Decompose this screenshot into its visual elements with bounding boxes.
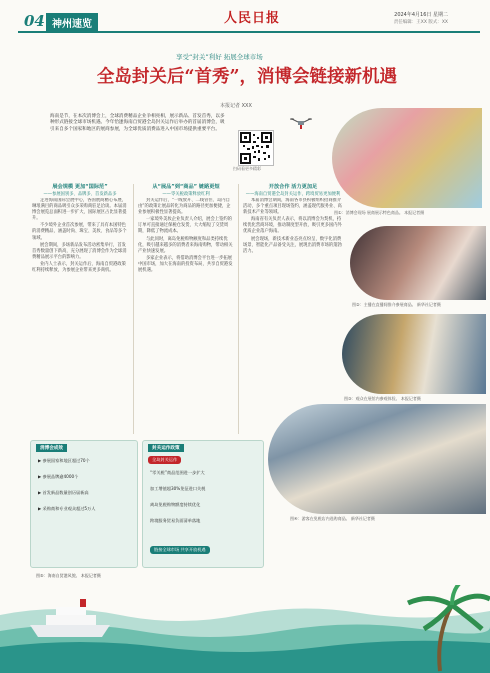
- photo-duty-free-shop: [268, 404, 486, 514]
- column-2-body: [138, 198, 234, 436]
- infographic-left-item: ▶ 首发新品数量创历届新高: [38, 490, 89, 495]
- qr-caption: 扫码看更多精彩: [233, 166, 261, 171]
- photo-expo-booth: [332, 108, 482, 208]
- column-1-paragraph: 不少境外企业首次参展，带来了具有本国特色的消费精品，涵盖时尚、珠宝、美妆、食品等多个领域。: [32, 223, 127, 241]
- column-divider: [238, 184, 239, 434]
- column-1-paragraph: 走进海南国际会展中心，各国展商精心布展，琳琅满目的商品吸引众多采购商驻足洽谈。本届消博会展览总面积进一步扩大，国际展区占比显著提升。: [32, 198, 127, 222]
- column-3-subtitle: ——海南自贸港全岛封关运作，跨境贸易更加便利: [245, 192, 341, 197]
- slogan-badge: 链接全球市场 共享开放机遇: [150, 546, 210, 554]
- column-2-title: 从“展品”到“商品” 链路更短: [152, 184, 220, 190]
- photo-caption-3: 图③：观众在展馆内参观体验。 本报记者摄: [344, 396, 421, 401]
- article-subhead: 享受“封关”利好 拓展全球市场: [176, 53, 263, 61]
- column-3-title: 开放合作 活力更加足: [268, 184, 318, 190]
- column-2-paragraph: 与此同时，离岛免税购物额度和品类持续优化，吸引越来越多的消费者来海南购物，带动相关产业快速发展。: [138, 236, 233, 254]
- section-label: 神州速览: [46, 13, 98, 32]
- column-2-paragraph: 封关运作后，“一线放开、二线管住、岛内自由”的政策让展品转化为商品的路径更加便捷，企业参展积极性显著提高。: [138, 198, 231, 216]
- column-1-subtitle: ——参展国别多、品牌多、首发新品多: [43, 192, 117, 197]
- infographic-mid-item: 离岛免税购物额度持续优化: [150, 502, 201, 507]
- infographic-mid-item: 加工增值超30%免征进口关税: [150, 486, 206, 491]
- column-1-paragraph: 展会期间，多场新品发布活动密集举行，首发首秀数量创下新高，充分展现了消博会作为全球消费精品展示平台的影响力。: [32, 242, 127, 260]
- coast-illustration: [0, 585, 490, 673]
- date-line: 2024年4月16日 星期二: [394, 12, 448, 18]
- photo-livestream: [350, 226, 486, 300]
- column-2-paragraph: 一家境外美妆企业负责人介绍，展会上签约的订单可直接通过保税仓发货，大大缩短了交货周期，降低了物流成本。: [138, 217, 232, 235]
- infographic-left-header: 消博会成效: [36, 444, 67, 452]
- masthead-rule: [18, 31, 480, 33]
- masthead: [6, 5, 484, 39]
- editors-line: 责任编辑：王XX 版式：XX: [393, 20, 448, 25]
- column-2-subtitle: ——零关税政策释放红利: [162, 192, 210, 197]
- photo-caption-4: 图④：游客在免税店内选购商品。 新华社记者摄: [290, 516, 375, 521]
- column-1-paragraph: 业内人士表示，封关运作后，海南自贸港政策红利持续释放，为参展企业带来更多商机。: [32, 261, 126, 274]
- column-3-body: [243, 198, 343, 404]
- article-lead: 海南是节，在本次消博会上，全球消费精品企业争相亮相，展示新品、首发首秀，以多种形式链接全球市场机遇。今年恰逢海南自贸港全岛封关运作后举办的首届消博会，吸引来自多个国家和地区的展商参展，为全球优质消费品进入中国市场提供重要平台。: [50, 114, 225, 132]
- infographic-mid-item: 跨境服务贸易负面清单落地: [150, 518, 201, 523]
- column-2-paragraph: 多家企业表示，将借助消博会平台进一步拓展中国市场，加大在海南的投资布局，共享自贸港发展机遇。: [138, 255, 233, 274]
- photo-caption-1: 图①：消博会现场 展商展示特色商品。 本报记者摄: [334, 210, 425, 215]
- column-1-title: 展会规模 更加“国际范”: [52, 184, 108, 190]
- infographic-left-item: ▶ 参展国家和地区超过70个: [38, 458, 90, 463]
- drone-icon: [290, 115, 312, 129]
- column-1-body: [32, 198, 128, 428]
- column-3-paragraph: 海南省有关负责人表示，将以消博会为契机，持续优化营商环境，推动制度型开放，吸引更多国内外优质企业落户海南。: [243, 217, 342, 235]
- photo-exhibition-hall: [342, 314, 486, 394]
- qr-code-icon[interactable]: [238, 130, 274, 166]
- infographic-left-item: ▶ 参展品牌逾4000个: [38, 474, 79, 479]
- policy-badge: 全岛封关运作: [148, 456, 181, 464]
- paper-name: 人民日报: [224, 11, 281, 26]
- page-number: 04: [24, 12, 45, 30]
- infographic-mid-header: 封关运作政策: [148, 444, 184, 452]
- column-divider: [133, 184, 134, 434]
- infographic-left-item: ▶ 采购商和专业观众超过5万人: [38, 506, 96, 511]
- column-3-paragraph: 本届消博会期间，海南各市县积极组织招商推介活动，多个重点项目现场签约，涵盖现代服务业、高新技术产业等领域。: [243, 198, 342, 216]
- column-3-paragraph: 展会现场，新技术新业态亮点纷呈，数字化消费场景、智能化产品备受关注，展现出消费市场的蓬勃活力。: [243, 236, 342, 254]
- article-byline: 本报记者 XXX: [220, 103, 252, 109]
- bottom-caption: 图⑤：海南自贸港风貌。 本报记者摄: [36, 573, 101, 578]
- infographic-mid-item: “零关税”商品范围进一步扩大: [150, 470, 205, 475]
- photo-caption-2: 图②：主播在直播间推介参展商品。 新华社记者摄: [352, 302, 441, 307]
- article-title: 全岛封关后“首秀”，消博会链接新机遇: [96, 67, 398, 87]
